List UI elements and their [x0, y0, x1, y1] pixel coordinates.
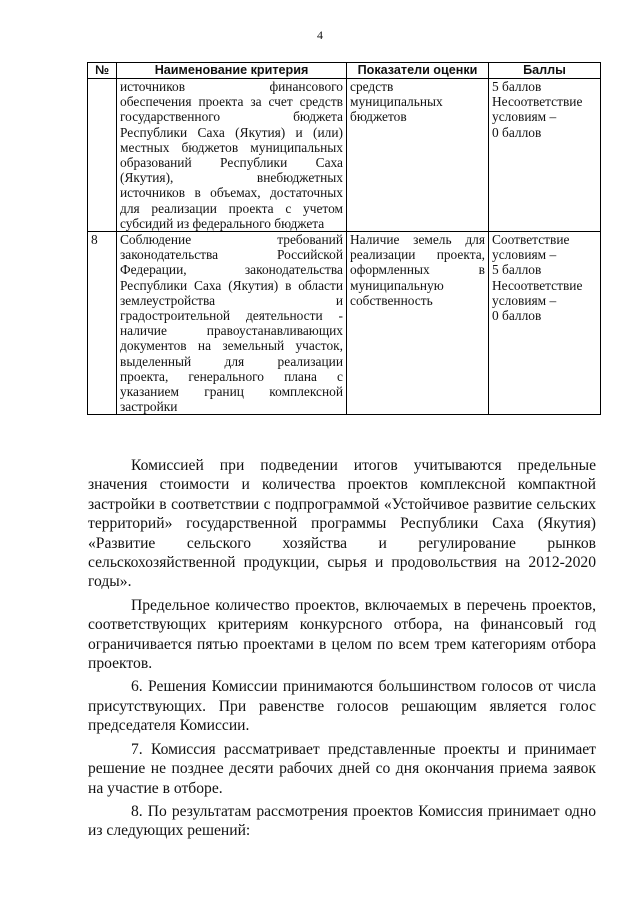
points-cell [489, 79, 601, 232]
indicator-line: оформленных в [350, 262, 485, 278]
criterion-line: Соблюдение требований [120, 232, 343, 248]
indicator-line: муниципальных [350, 94, 443, 110]
points-line: условиям – [492, 292, 557, 308]
row-number [88, 79, 117, 232]
criterion-line: градостроительной деятельности - [120, 308, 343, 324]
points-line: Несоответствие [492, 277, 583, 293]
points-line: условиям – [492, 109, 557, 125]
criterion-line: местных бюджетов муниципальных [120, 139, 343, 155]
criterion-line: проекта, генерального плана с [120, 368, 343, 384]
body-text [88, 456, 596, 841]
criterion-line: субсидий из федерального бюджета [120, 215, 325, 231]
indicator-cell [347, 232, 489, 415]
row-number: 8 [88, 232, 117, 415]
header-points: Баллы [489, 63, 601, 79]
indicator-line: Наличие земель для [350, 232, 485, 248]
criterion-line: наличие правоустанавливающих [120, 323, 343, 339]
criterion-line: Республики Саха (Якутия) в области [120, 277, 343, 293]
points-line: 5 баллов [492, 79, 542, 94]
criterion-line: выделенный для реализации [120, 353, 343, 369]
criterion-line: обеспечения проекта за счет средств [120, 94, 343, 110]
indicator-line: реализации проекта, [350, 247, 485, 263]
paragraph-item-7: 7. Комиссия рассматривает представленные проекты и принимает решение не позднее десяти рабочих дней со дня окончания приема заявок на участие в отборе. [88, 740, 596, 797]
paragraph-limits: Комиссией при подведении итогов учитываются предельные значения стоимости и количества проектов комплексной компактной застройки в соответствии с подпрограммой «Устойчивое развитие сельских территорий» государственной программы Республики Саха (Якутия) «Развитие сельского хозяйства и регулирование рынков сельскохозяйственной продукции, сырья и продовольствия на 2012-2020 годы». [88, 457, 596, 591]
criterion-line: указанием границ комплексной [120, 384, 343, 400]
table-row [88, 79, 601, 232]
criterion-line: Федерации, законодательства [120, 262, 343, 278]
header-indicators: Показатели оценки [347, 63, 489, 79]
criterion-line: для реализации проекта с учетом [120, 200, 343, 216]
criterion-line: землеустройства и [120, 292, 343, 308]
criterion-line: образований Республики Саха [120, 155, 343, 171]
criterion-line: (Якутия), внебюджетных [120, 170, 343, 186]
paragraph-item-6: 6. Решения Комиссии принимаются большинством голосов от числа присутствующих. При равенстве голосов решающим является голос председателя Комиссии. [88, 678, 596, 735]
indicator-cell [347, 79, 489, 232]
page-number: 4 [317, 28, 323, 42]
indicator-line: муниципальную [350, 277, 444, 293]
criterion-line: документов на земельный участок, [120, 338, 343, 354]
points-line: Несоответствие [492, 94, 583, 110]
indicator-line: бюджетов [350, 109, 407, 125]
table-header-row [88, 63, 601, 79]
paragraph-item-8: 8. По результатам рассмотрения проектов Комиссия принимает одно из следующих решений: [88, 802, 596, 840]
paragraph-project-count: Предельное количество проектов, включаемых в перечень проектов, соответствующих критериям конкурсного отбора, на финансовый год ограничивается пятью проектами в целом по всем трем категориям отбора проектов. [88, 596, 596, 673]
criterion-line: источников финансового [120, 79, 343, 94]
criterion-name-cell [117, 232, 347, 415]
criteria-table [87, 62, 601, 415]
points-line: 5 баллов [492, 262, 542, 278]
criterion-line: источников в объемах, достаточных [120, 185, 343, 201]
criterion-line: Республики Саха (Якутия) и (или) [120, 124, 343, 140]
criterion-line: государственного бюджета [120, 109, 343, 125]
indicator-line: собственность [350, 292, 433, 308]
points-line: условиям – [492, 247, 557, 263]
criterion-line: законодательства Российской [120, 247, 343, 263]
points-line: 0 баллов [492, 308, 542, 324]
table-row [88, 232, 601, 415]
indicator-line: средств [350, 79, 394, 94]
points-line: 0 баллов [492, 124, 542, 140]
points-cell [489, 232, 601, 415]
criterion-line: застройки [120, 399, 178, 415]
header-criterion-name: Наименование критерия [117, 63, 347, 79]
header-number: № [88, 63, 117, 79]
criterion-name-cell [117, 79, 347, 232]
points-line: Соответствие [492, 232, 570, 248]
